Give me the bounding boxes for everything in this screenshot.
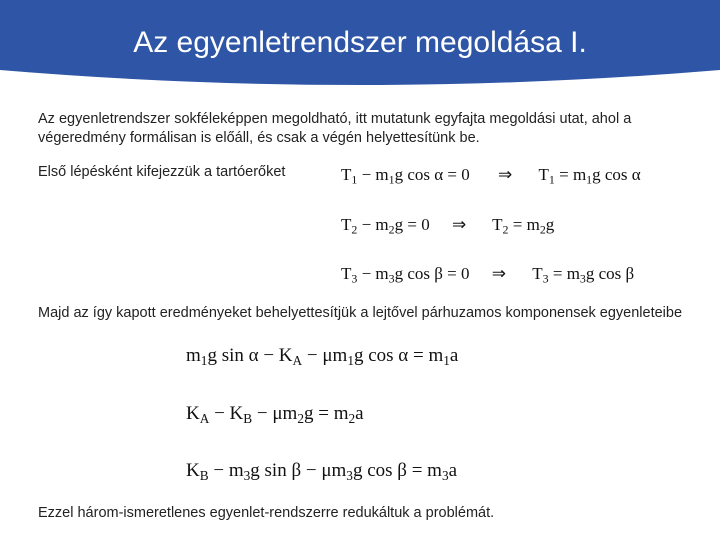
parallel-equation-1: $m_1g$ $\sin \alpha - K_A - \mu m_1g$ $\cos \alpha = m_1a$: [186, 345, 459, 368]
conclusion-text: Ezzel három-ismeretlenes egyenlet-rendszerre redukáltuk a problémát.: [38, 505, 495, 521]
intro-paragraph: Az egyenletrendszer sokféleképpen megoldható, itt mutatunk egyfajta megoldási utat, ahol a végeredmény formálisan is előáll, és csak a végén helyettesítünk be.: [38, 111, 632, 146]
support-equation-1-left: $T_1 - m_1g$ cos α = 0: [341, 165, 470, 187]
support-equation-2: [341, 215, 554, 235]
support-equation-1: [341, 165, 641, 185]
support-equation-2-left: $T_2 - m_2g = 0$: [341, 215, 430, 237]
step2-text: Majd az így kapott eredményeket behelyettesítjük a lejtővel párhuzamos komponensek egyenleteibe: [38, 305, 683, 321]
support-equation-1-right: $T_1 = m_1g$ cos α: [538, 165, 641, 187]
implies-arrow: ⇒: [498, 165, 513, 184]
support-equation-3-right: $T_3 = m_3g$ cos β: [532, 264, 635, 286]
implies-arrow: ⇒: [451, 215, 467, 234]
support-equation-3-left: $T_3 - m_3g$ cos β = 0: [341, 264, 470, 286]
slide-title: Az egyenletrendszer megoldása I.: [133, 26, 587, 59]
parallel-equation-3: $K_B - m_3g$ $\sin \beta - \mu m_3g$ $\cos \beta = m_3a$: [186, 460, 458, 483]
parallel-equation-2: $K_A - K_B - \mu m_2g = m_2a$: [186, 403, 364, 426]
support-equation-3: [341, 264, 634, 284]
step1-text: Első lépésként kifejezzük a tartóerőket: [38, 164, 286, 180]
implies-arrow: ⇒: [491, 264, 507, 283]
support-equation-2-right: $T_2 = m_2g$: [492, 215, 555, 237]
